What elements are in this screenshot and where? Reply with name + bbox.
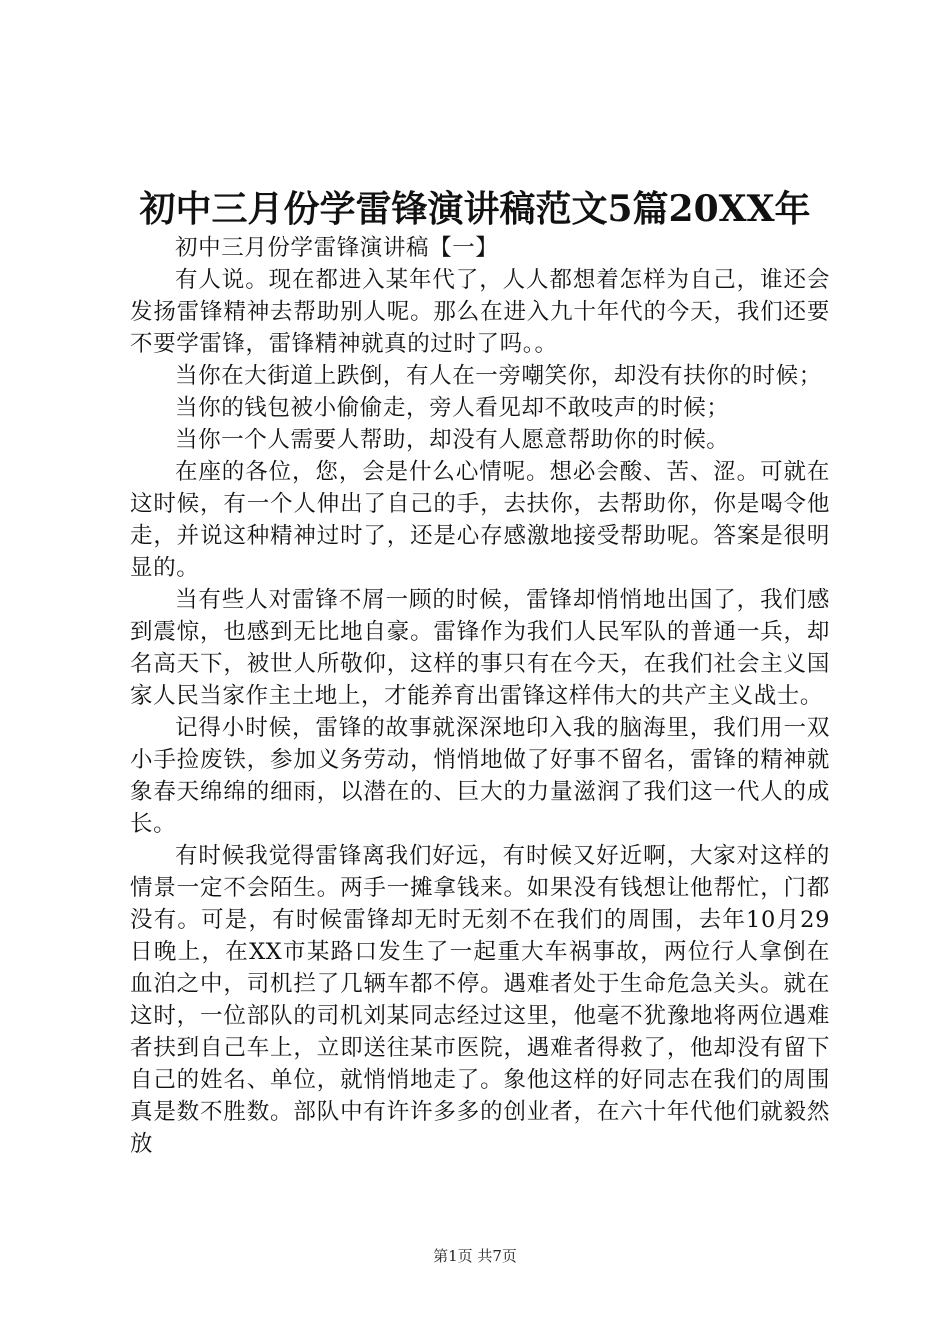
paragraph: 在座的各位，您，会是什么心情呢。想必会酸、苦、涩。可就在这时候，有一个人伸出了自己的手，去扶你，去帮助你，你是喝令他走，并说这种精神过时了，还是心存感激地接受帮助呢。答案是很明显的。 bbox=[130, 459, 830, 581]
paragraph: 当你一个人需要人帮助，却没有人愿意帮助你的时候。 bbox=[175, 427, 730, 453]
paragraph: 有时候我觉得雷锋离我们好远，有时候又好近啊，大家对这样的情景一定不会陌生。两手一摊拿钱来。如果没有钱想让他帮忙，门都没有。可是，有时候雷锋却无时无刻不在我们的周围，去年10月29日晚上，在XX市某路口发生了一起重大车祸事故，两位行人拿倒在血泊之中，司机拦了几辆车都不停。遇难者处于生命危急关头。就在这时，一位部队的司机刘某同志经过这里，他毫不犹豫地将两位遇难者扶到自己车上，立即送往某市医院，遇难者得救了，他却没有留下自己的姓名、单位，就悄悄地走了。象他这样的好同志在我们的周围真是数不胜数。部队中有许许多多的创业者，在六十年代他们就毅然放 bbox=[130, 843, 830, 1157]
paragraph: 当你在大街道上跌倒，有人在一旁嘲笑你，却没有扶你的时候； bbox=[175, 363, 822, 389]
document-title: 初中三月份学雷锋演讲稿范文5篇20XX年 bbox=[139, 188, 811, 230]
paragraph: 当你的钱包被小偷偷走，旁人看见却不敢吱声的时候； bbox=[175, 395, 730, 421]
page-number-footer: 第1页 共7页 bbox=[433, 1247, 517, 1265]
paragraph: 记得小时候，雷锋的故事就深深地印入我的脑海里，我们用一双小手捡废铁，参加义务劳动，悄悄地做了好事不留名，雷锋的精神就象春天绵绵的细雨，以潜在的、巨大的力量滋润了我们这一代人的成长。 bbox=[130, 715, 830, 837]
document-body bbox=[130, 232, 830, 1160]
paragraph: 当有些人对雷锋不屑一顾的时候，雷锋却悄悄地出国了，我们感到震惊，也感到无比地自豪。雷锋作为我们人民军队的普通一兵，却名高天下，被世人所敬仰，这样的事只有在今天，在我们社会主义国家人民当家作主土地上，才能养育出雷锋这样伟大的共产主义战士。 bbox=[130, 587, 830, 709]
section-heading: 初中三月份学雷锋演讲稿【一】 bbox=[175, 235, 499, 261]
paragraph: 有人说。现在都进入某年代了，人人都想着怎样为自己，谁还会发扬雷锋精神去帮助别人呢。那么在进入九十年代的今天，我们还要不要学雷锋，雷锋精神就真的过时了吗。。 bbox=[130, 267, 830, 357]
